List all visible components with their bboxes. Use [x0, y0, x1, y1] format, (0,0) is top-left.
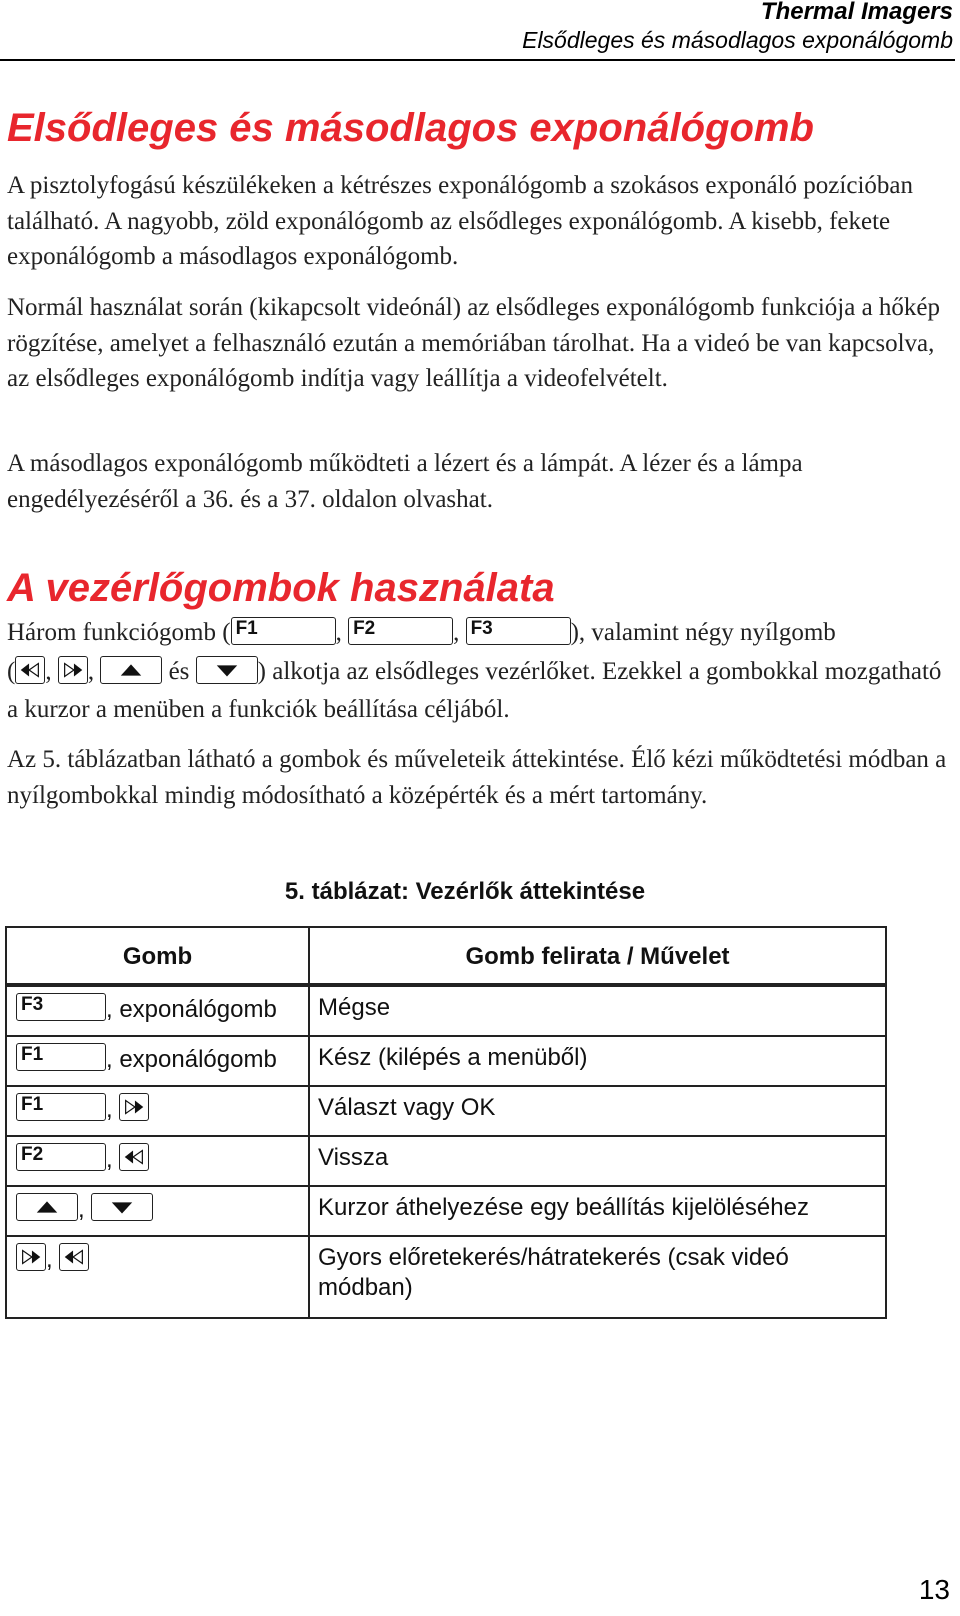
section-title-controls: A vezérlőgombok használata	[7, 566, 555, 610]
table-header-action: Gomb felirata / Művelet	[309, 927, 886, 985]
up-arrow-key-icon	[100, 656, 162, 684]
f3-key-icon	[16, 993, 106, 1021]
paragraph-secondary-trigger: A másodlagos exponálógomb működteti a lézert és a lámpát. A lézer és a lámpa engedélyezéséről a 36. és a 37. oldalon olvashat.	[7, 450, 803, 513]
trigger-suffix: , exponálógomb	[106, 996, 277, 1023]
table-cell-action: Választ vagy OK	[309, 1086, 886, 1136]
key-label: F2	[353, 618, 376, 639]
and-text: és	[168, 657, 190, 685]
separator-text: ,	[87, 657, 101, 685]
table-cell-key	[6, 1036, 309, 1086]
f3-key-icon	[466, 617, 571, 645]
paragraph-controls-intro: Három funkciógomb ( F1 , F2 , F3 ), valamint négy nyílgomb ( , , és ) alkotja az elsődleges vezérlőket. Ezekkel a gombokkal mozgatható a kurzor a menüben a funkciók beállítása céljából.	[7, 618, 942, 723]
key-label: F3	[21, 994, 44, 1015]
section-title-trigger: Elsődleges és másodlagos exponálógomb	[7, 106, 814, 150]
table-row	[6, 1236, 886, 1318]
key-label: F1	[235, 618, 258, 639]
table-row	[6, 1086, 886, 1136]
f2-key-icon	[16, 1143, 106, 1171]
table-header-row	[6, 927, 886, 985]
comma-text: ,	[46, 1246, 53, 1273]
table-cell-action: Kurzor áthelyezése egy beállítás kijelöléséhez	[309, 1186, 886, 1236]
table-cell-action: Kész (kilépés a menüből)	[309, 1036, 886, 1086]
comma-text: ,	[106, 1146, 113, 1173]
table-cell-key	[6, 1136, 309, 1186]
left-arrow-key-icon	[59, 1243, 89, 1271]
f1-key-icon	[231, 617, 336, 645]
page-number: 13	[918, 1574, 950, 1605]
paragraph-primary-trigger: Normál használat során (kikapcsolt videónál) az elsődleges exponálógomb funkciója a hőkép rögzítése, amelyet a felhasználó ezután a memóriában tárolhat. Ha a videó be van kapcsolva, az elsődleges exponálógomb indítja vagy leállítja a videofelvételt.	[7, 294, 941, 392]
text-fragment: ) alkotja az elsődleges vezérlőket. Ezekkel a gombokkal mozgatható a kurzor a menüben a funkciók beállítása céljából.	[7, 657, 942, 723]
down-arrow-key-icon	[91, 1193, 153, 1221]
key-label: F1	[21, 1044, 44, 1065]
table-cell-action: Vissza	[309, 1136, 886, 1186]
header-product-title: Thermal Imagers	[760, 0, 953, 25]
paragraph-table-reference: Az 5. táblázatban látható a gombok és műveleteik áttekintése. Élő kézi működtetési módban a nyílgombokkal mindig módosítható a középérték és a mért tartomány.	[7, 746, 947, 809]
table-cell-key	[6, 1186, 309, 1236]
key-label: F2	[21, 1144, 44, 1165]
table-cell-action: Gyors előretekerés/hátratekerés (csak videó módban)	[309, 1236, 886, 1318]
comma-text: ,	[106, 1096, 113, 1123]
header-divider	[0, 59, 955, 61]
separator-text: ,	[45, 657, 58, 685]
separator-text: ,	[453, 619, 466, 646]
f1-key-icon	[16, 1043, 106, 1071]
left-arrow-key-icon	[119, 1143, 149, 1171]
down-arrow-key-icon	[196, 656, 258, 684]
text-fragment: ), valamint négy nyílgomb	[570, 619, 836, 646]
left-arrow-key-icon	[15, 656, 45, 684]
key-label: F1	[21, 1094, 44, 1115]
table-row	[6, 1186, 886, 1236]
right-arrow-key-icon	[119, 1093, 149, 1121]
trigger-suffix: , exponálógomb	[106, 1046, 277, 1073]
f2-key-icon	[348, 617, 453, 645]
up-arrow-key-icon	[16, 1193, 78, 1221]
table-cell-key	[6, 985, 309, 1036]
table-header-key: Gomb	[6, 927, 309, 985]
right-arrow-key-icon	[16, 1243, 46, 1271]
controls-table	[5, 926, 887, 1319]
table-cell-key	[6, 1086, 309, 1136]
table-row	[6, 985, 886, 1036]
right-arrow-key-icon	[58, 656, 88, 684]
header-section-title: Elsődleges és másodlagos exponálógomb	[522, 27, 953, 53]
table-row	[6, 1036, 886, 1086]
key-label: F3	[470, 618, 493, 639]
separator-text: ,	[335, 619, 349, 646]
table-caption: 5. táblázat: Vezérlők áttekintése	[284, 878, 646, 905]
f1-key-icon	[16, 1093, 106, 1121]
comma-text: ,	[78, 1196, 85, 1223]
paragraph-trigger-location: A pisztolyfogású készülékeken a kétrészes exponálógomb a szokásos exponáló pozícióban található. A nagyobb, zöld exponálógomb az elsődleges exponálógomb. A kisebb, fekete exponálógomb a másodlagos exponálógomb.	[7, 172, 913, 270]
table-cell-action: Mégse	[309, 985, 886, 1036]
text-fragment: Három funkciógomb (	[7, 619, 231, 646]
table-cell-key	[6, 1236, 309, 1318]
table-row	[6, 1136, 886, 1186]
